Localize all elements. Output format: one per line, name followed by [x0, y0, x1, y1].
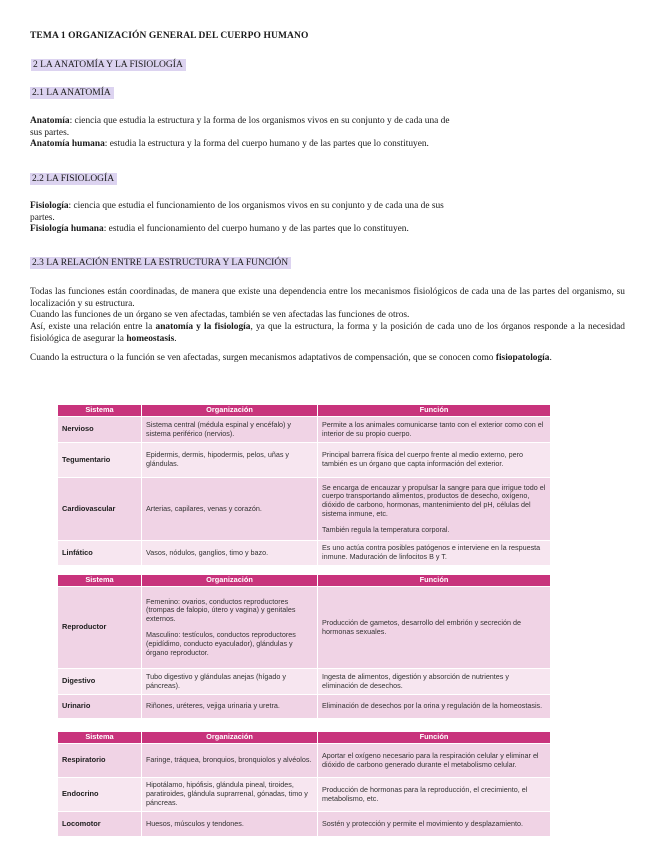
- organizacion-femenino: Femenino: ovarios, conductos reproductores (trompas de falopio, útero y vagina) y genitales externos.: [146, 596, 296, 624]
- relacion-p3-b: anatomía y la fisiología: [155, 322, 251, 332]
- organizacion-cell: Arterias, capilares, venas y corazón.: [142, 478, 318, 541]
- header-sistema: Sistema: [58, 405, 142, 417]
- relacion-paragraph-3: [30, 322, 625, 345]
- header-sistema: Sistema: [58, 575, 142, 587]
- relacion-p3-d: homeostasis: [126, 333, 175, 344]
- section-heading-2-1: 2.1 LA ANATOMÍA: [30, 87, 114, 99]
- systems-table-1: [57, 404, 551, 566]
- fisiologia-definition: [30, 201, 530, 236]
- organizacion-cell: [142, 587, 318, 669]
- funcion-cell: Ingesta de alimentos, digestión y absorción de nutrientes y eliminación de desechos.: [318, 669, 551, 695]
- anatomia-humana-term: Anatomía humana: [30, 139, 105, 149]
- sistema-cell: Tegumentario: [58, 443, 142, 478]
- table-row: [58, 417, 551, 443]
- funcion-cell: Principal barrera física del cuerpo frente al medio externo, pero también es un órgano que capta información del exterior.: [318, 443, 551, 478]
- relacion-p4-b: fisiopatología: [495, 353, 550, 363]
- organizacion-cell: Sistema central (médula espinal y encéfalo) y sistema periférico (nervios).: [142, 417, 318, 443]
- header-sistema: Sistema: [58, 732, 142, 744]
- relacion-paragraph-2: Cuando las funciones de un órgano se ven afectadas, también se ven afectadas las funciones de otros.: [30, 310, 410, 320]
- organizacion-cell: Huesos, músculos y tendones.: [142, 812, 318, 837]
- section-heading-2-2: 2.2 LA FISIOLOGÍA: [30, 173, 117, 185]
- anatomia-term: Anatomía: [30, 116, 70, 126]
- sistema-cell: Nervioso: [58, 417, 142, 443]
- header-organizacion: Organización: [142, 732, 318, 744]
- table-row: [58, 695, 551, 719]
- anatomia-text-2: sus partes.: [30, 127, 70, 138]
- funcion-text-extra: También regula la temperatura corporal.: [322, 524, 450, 534]
- funcion-text: Se encarga de encauzar y propulsar la sangre para que irrigue todo el cuerpo transportando alimentos, productos de desecho, oxígeno, dióxido de carbono, hormonas, mantenimiento del pH, células del sistema inmune, etc.: [322, 482, 546, 518]
- relacion-p4-c: .: [549, 353, 552, 363]
- table-row: [58, 778, 551, 812]
- fisiologia-term: Fisiología: [30, 201, 69, 211]
- relacion-p3-a: Así, existe una relación entre la: [30, 322, 156, 332]
- sistema-cell: Endocrino: [58, 778, 142, 812]
- relacion-p3-e: .: [174, 333, 177, 344]
- relacion-paragraph-1: Todas las funciones están coordinadas, de manera que existe una dependencia entre los mecanismos fisiológicos de cada una de las partes del organismo, su localización y su estructura.: [30, 287, 625, 309]
- table-row: [58, 443, 551, 478]
- organizacion-cell: Tubo digestivo y glándulas anejas (hígado y páncreas).: [142, 669, 318, 695]
- document-title: TEMA 1 ORGANIZACIÓN GENERAL DEL CUERPO HUMANO: [30, 31, 309, 41]
- sistema-cell: Urinario: [58, 695, 142, 719]
- header-organizacion: Organización: [142, 575, 318, 587]
- sistema-cell: Cardiovascular: [58, 478, 142, 541]
- sistema-cell: Reproductor: [58, 587, 142, 669]
- fisiologia-humana-text: : estudia el funcionamiento del cuerpo humano y de las partes que lo constituyen.: [103, 224, 409, 234]
- anatomia-humana-text: : estudia la estructura y la forma del cuerpo humano y de las partes que lo constituyen.: [104, 139, 429, 149]
- relacion-paragraph-4: [30, 353, 625, 365]
- header-funcion: Función: [318, 732, 551, 744]
- anatomia-text-1: : ciencia que estudia la estructura y la forma de los organismos vivos en su conjunto y de cada una de: [69, 116, 450, 126]
- fisiologia-text-2: partes.: [30, 212, 55, 223]
- funcion-cell: Producción de hormonas para la reproducción, el crecimiento, el metabolismo, etc.: [318, 778, 551, 812]
- relacion-p4-a: Cuando la estructura o la función se ven afectadas, surgen mecanismos adaptativos de compensación, que se conocen como: [30, 353, 496, 363]
- anatomia-definition: [30, 116, 530, 151]
- funcion-cell: Producción de gametos, desarrollo del embrión y secreción de hormonas sexuales.: [318, 587, 551, 669]
- organizacion-cell: Faringe, tráquea, bronquios, bronquiolos y alvéolos.: [142, 744, 318, 778]
- header-funcion: Función: [318, 575, 551, 587]
- table-row: [58, 541, 551, 566]
- header-organizacion: Organización: [142, 405, 318, 417]
- funcion-cell: Aportar el oxígeno necesario para la respiración celular y eliminar el dióxido de carbono generado durante el metabolismo celular.: [318, 744, 551, 778]
- funcion-cell: Eliminación de desechos por la orina y regulación de la homeostasis.: [318, 695, 551, 719]
- organizacion-cell: Hipotálamo, hipófisis, glándula pineal, tiroides, paratiroides, glándula suprarrenal, gónadas, timo y páncreas.: [142, 778, 318, 812]
- sistema-cell: Respiratorio: [58, 744, 142, 778]
- table-row: [58, 669, 551, 695]
- organizacion-masculino: Masculino: testículos, conductos reproductores (epidídimo, conducto eyaculador), glándulas y órgano reproductor.: [146, 630, 296, 657]
- organizacion-cell: Vasos, nódulos, ganglios, timo y bazo.: [142, 541, 318, 566]
- funcion-cell: Permite a los animales comunicarse tanto con el exterior como con el interior de su propio cuerpo.: [318, 417, 551, 443]
- table-row: [58, 587, 551, 669]
- fisiologia-text-1: : ciencia que estudia el funcionamiento de los organismos vivos en su conjunto y de cada una de sus: [68, 201, 444, 211]
- table-row: [58, 478, 551, 541]
- section-heading-2: 2 LA ANATOMÍA Y LA FISIOLOGÍA: [31, 59, 186, 71]
- header-funcion: Función: [318, 405, 551, 417]
- relacion-p3-c: , ya que la estructura, la forma y la posición de cada uno de los órganos responde a la necesidad fisiológica de asegurar la: [30, 322, 625, 344]
- sistema-cell: Linfático: [58, 541, 142, 566]
- sistema-cell: Digestivo: [58, 669, 142, 695]
- organizacion-cell: Riñones, uréteres, vejiga urinaria y uretra.: [142, 695, 318, 719]
- table-row: [58, 744, 551, 778]
- funcion-cell: [318, 478, 551, 541]
- systems-table-2: [57, 574, 551, 719]
- fisiologia-humana-term: Fisiología humana: [30, 224, 104, 234]
- organizacion-cell: Epidermis, dermis, hipodermis, pelos, uñas y glándulas.: [142, 443, 318, 478]
- funcion-cell: Es uno actúa contra posibles patógenos e interviene en la respuesta inmune. Maduración de linfocitos B y T.: [318, 541, 551, 566]
- systems-table-3: [57, 731, 551, 837]
- section-heading-2-3: 2.3 LA RELACIÓN ENTRE LA ESTRUCTURA Y LA FUNCIÓN: [30, 257, 291, 269]
- funcion-cell: Sostén y protección y permite el movimiento y desplazamiento.: [318, 812, 551, 837]
- sistema-cell: Locomotor: [58, 812, 142, 837]
- table-row: [58, 812, 551, 837]
